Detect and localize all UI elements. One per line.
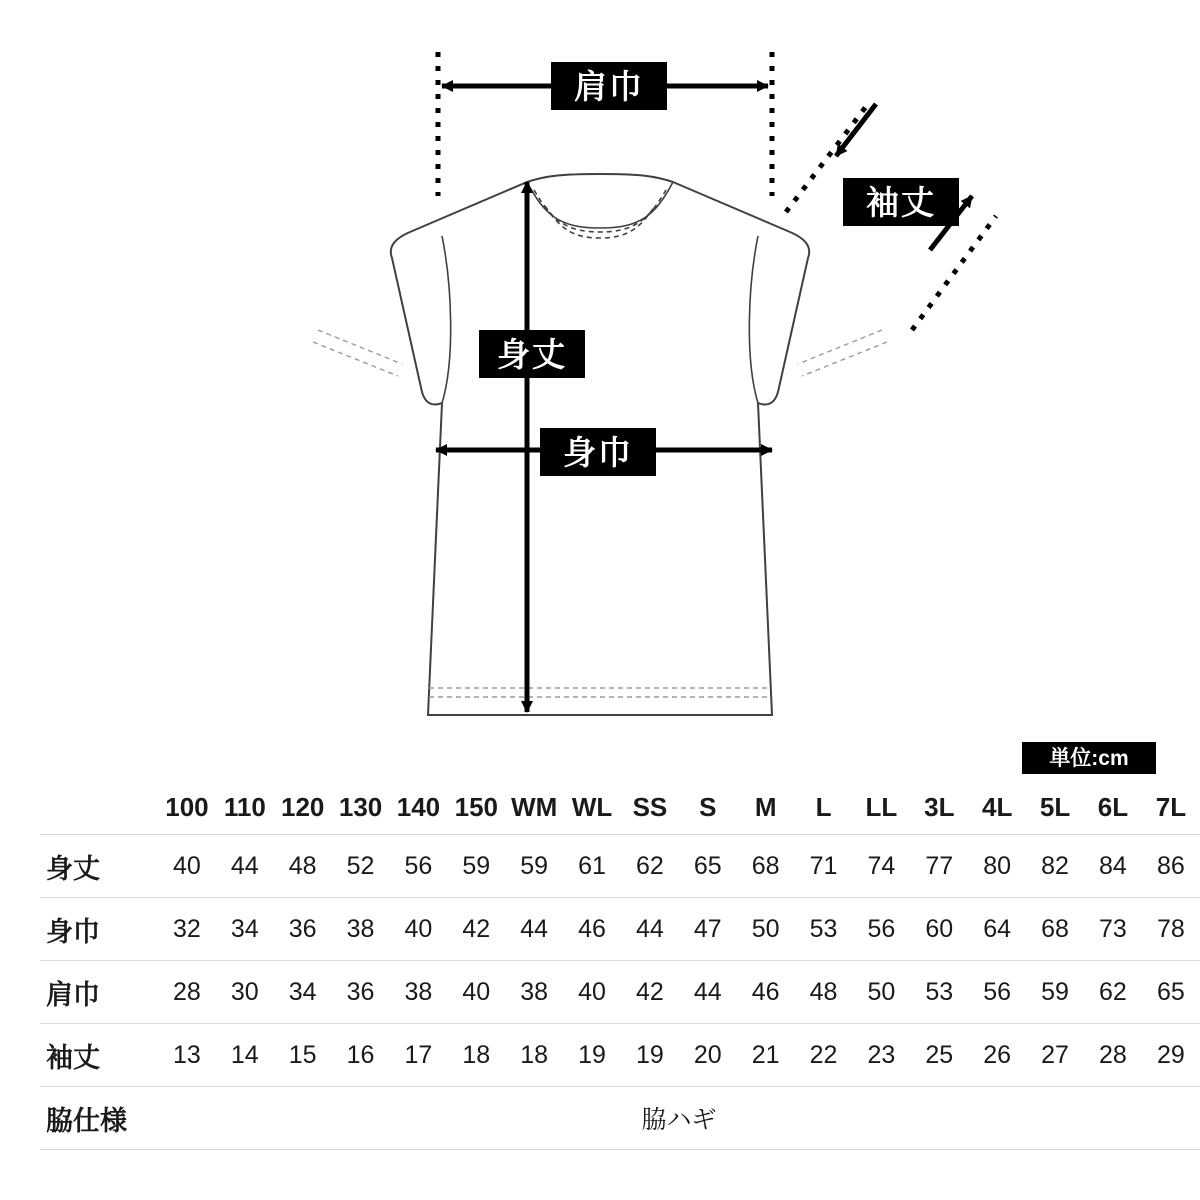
size-column-header: S: [699, 791, 717, 822]
measurement-value: 14: [230, 1040, 259, 1069]
measurement-value: 68: [751, 851, 780, 880]
measurement-value: 74: [867, 851, 896, 880]
measurement-value: 56: [867, 914, 896, 943]
size-column-header: 5L: [1039, 791, 1071, 822]
table-corner-cell: [40, 780, 158, 835]
size-column-header: 110: [223, 791, 266, 822]
measurement-value: 34: [230, 914, 259, 943]
measurement-value: 21: [751, 1040, 780, 1069]
measurement-value: 68: [1041, 914, 1069, 943]
label-sleeve-length: 袖丈: [843, 178, 959, 226]
measurement-value: 59: [520, 851, 549, 880]
label-body-length: 身丈: [479, 330, 585, 378]
measurement-value: 46: [578, 914, 606, 943]
measurement-value: 62: [636, 851, 664, 880]
measurement-row-label: 身丈: [46, 853, 100, 884]
measurement-value: 50: [867, 977, 896, 1006]
measurement-value: 65: [693, 851, 722, 880]
measurement-value: 22: [809, 1040, 838, 1069]
measurement-value: 42: [462, 914, 491, 943]
measurement-value: 65: [1157, 977, 1185, 1006]
size-column-header: 120: [280, 791, 325, 822]
measurement-value: 19: [578, 1040, 606, 1069]
size-column-header: 6L: [1097, 791, 1129, 822]
size-column-header: 130: [338, 791, 383, 822]
measurement-value: 48: [288, 851, 317, 880]
size-table: [40, 780, 1200, 1150]
measurement-value: 25: [925, 1040, 954, 1069]
measurement-value: 36: [288, 914, 317, 943]
table-row: [40, 898, 1200, 961]
measurement-row-label: 袖丈: [46, 1042, 100, 1073]
size-column-header: WM: [511, 791, 558, 822]
label-shoulder-width: 肩巾: [551, 62, 667, 110]
measurement-value: 46: [751, 977, 780, 1006]
measurement-value: 86: [1157, 851, 1185, 880]
measurement-value: 77: [925, 851, 954, 880]
measurement-value: 78: [1157, 914, 1185, 943]
table-row: [40, 835, 1200, 898]
size-table-head: [40, 780, 1200, 835]
measurement-value: 38: [520, 977, 549, 1006]
measurement-value: 27: [1041, 1040, 1069, 1069]
measurement-value: 18: [462, 1040, 491, 1069]
measurement-value: 82: [1041, 851, 1069, 880]
measurement-value: 84: [1099, 851, 1127, 880]
size-column-header: 100: [165, 791, 209, 822]
size-column-header: 140: [396, 791, 441, 822]
measurement-value: 20: [693, 1040, 722, 1069]
measurement-value: 71: [809, 851, 838, 880]
measurement-value: 44: [230, 851, 259, 880]
measurement-value: 36: [346, 977, 375, 1006]
measurement-value: 23: [867, 1040, 896, 1069]
measurement-value: 19: [636, 1040, 664, 1069]
measurement-value: 44: [693, 977, 722, 1006]
size-column-header: WL: [571, 791, 613, 822]
measurement-value: 64: [983, 914, 1012, 943]
measurement-value: 40: [462, 977, 491, 1006]
measurement-value: 47: [693, 914, 722, 943]
measurement-value: 62: [1099, 977, 1127, 1006]
measurement-value: 13: [173, 1040, 201, 1069]
measurement-value: 42: [636, 977, 664, 1006]
measurement-value: 73: [1099, 914, 1127, 943]
measurement-value: 38: [404, 977, 433, 1006]
measurement-value: 48: [809, 977, 838, 1006]
measurement-value: 17: [404, 1040, 433, 1069]
measurement-value: 16: [346, 1040, 375, 1069]
measurement-value: 60: [925, 914, 954, 943]
measurement-value: 30: [230, 977, 259, 1006]
measurement-value: 40: [173, 851, 201, 880]
measurement-value: 15: [288, 1040, 317, 1069]
measurement-value: 34: [288, 977, 317, 1006]
size-column-header: L: [815, 791, 832, 822]
measurement-value: 26: [983, 1040, 1012, 1069]
unit-badge: 単位:cm: [1022, 742, 1156, 774]
spec-row-value: 脇ハギ: [641, 1106, 717, 1134]
table-header-row: [40, 780, 1200, 835]
measurement-value: 53: [925, 977, 954, 1006]
measurement-value: 28: [173, 977, 201, 1006]
measurement-value: 40: [404, 914, 433, 943]
measurement-value: 28: [1099, 1040, 1127, 1069]
size-column-header: 7L: [1155, 791, 1187, 822]
size-table-body: [40, 835, 1200, 1150]
size-column-header: 3L: [924, 791, 955, 822]
measurement-value: 56: [983, 977, 1012, 1006]
size-column-header: LL: [865, 791, 898, 822]
measurement-value: 29: [1157, 1040, 1185, 1069]
size-column-header: SS: [632, 791, 668, 822]
measurement-value: 80: [983, 851, 1012, 880]
measurement-value: 40: [578, 977, 606, 1006]
measurement-row-label: 身巾: [46, 916, 100, 947]
size-table-wrapper: [0, 780, 1200, 1150]
measurement-value: 52: [346, 851, 375, 880]
measurement-value: 61: [578, 851, 606, 880]
spec-row-label: 脇仕様: [46, 1105, 127, 1136]
table-row: [40, 1024, 1200, 1087]
label-body-width: 身巾: [540, 428, 656, 476]
measurement-value: 18: [520, 1040, 549, 1069]
measurement-value: 44: [636, 914, 664, 943]
table-row: [40, 961, 1200, 1024]
measurement-value: 53: [809, 914, 838, 943]
measurement-value: 56: [404, 851, 433, 880]
measurement-value: 32: [173, 914, 201, 943]
measurement-row-label: 肩巾: [46, 979, 100, 1010]
size-column-header: 4L: [982, 791, 1013, 822]
size-column-header: M: [754, 791, 777, 822]
measurement-value: 50: [751, 914, 780, 943]
size-column-header: 150: [454, 791, 498, 822]
spec-row: [40, 1087, 1200, 1150]
measurement-value: 38: [346, 914, 375, 943]
measurement-value: 59: [1041, 977, 1069, 1006]
measurement-value: 59: [462, 851, 491, 880]
measurement-value: 44: [520, 914, 549, 943]
